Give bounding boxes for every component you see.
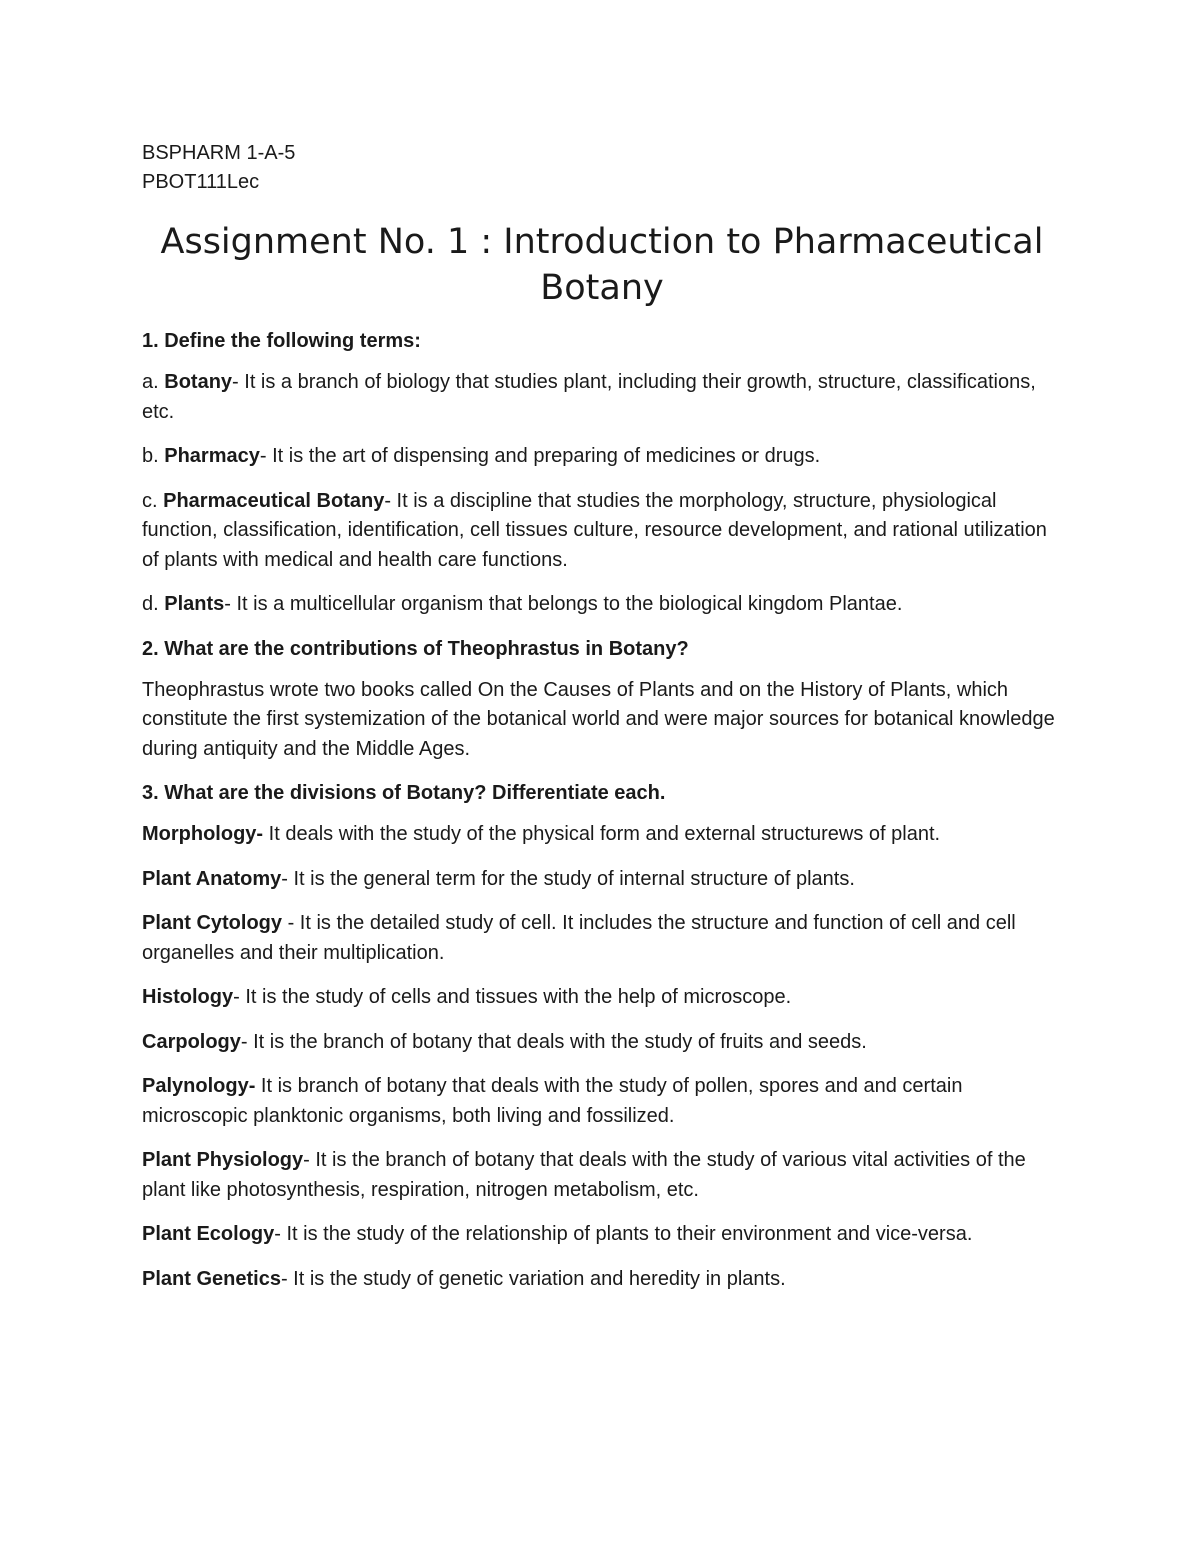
definition-plants bbox=[142, 590, 1062, 620]
definition-pharmacy bbox=[142, 442, 1062, 472]
division-term: Plant Genetics bbox=[142, 1267, 281, 1290]
definition-prefix: c. bbox=[142, 489, 164, 512]
division-histology bbox=[142, 983, 1062, 1013]
question-3: 3. What are the divisions of Botany? Differentiate each. bbox=[142, 782, 666, 804]
division-text: - It is the study of genetic variation and heredity in plants. bbox=[280, 1267, 786, 1290]
definition-term: Pharmaceutical Botany bbox=[163, 489, 385, 512]
division-text: It is branch of botany that deals with the study of pollen, spores and and certain microscopic planktonic organisms, both living and fossilized. bbox=[142, 1075, 963, 1127]
division-text: - It is the study of cells and tissues with the help of microscope. bbox=[233, 986, 792, 1008]
division-term: Plant Ecology bbox=[142, 1223, 275, 1245]
division-plant-anatomy bbox=[142, 865, 1062, 895]
question-1: 1. Define the following terms: bbox=[142, 330, 421, 352]
definition-term: Botany bbox=[164, 371, 233, 393]
division-text: - It is the detailed study of cell. It includes the structure and function of cell and cell organelles and their multiplication. bbox=[142, 912, 1016, 964]
definition-text: - It is the art of dispensing and preparing of medicines or drugs. bbox=[259, 445, 821, 467]
division-text: - It is the branch of botany that deals with the study of fruits and seeds. bbox=[240, 1030, 867, 1053]
division-text: - It is the branch of botany that deals with the study of various vital activities of the plant like photosynthesis, respiration, nitrogen metabolism, etc. bbox=[142, 1149, 1026, 1201]
definition-term: Pharmacy bbox=[164, 445, 260, 467]
definition-term: Plants bbox=[164, 593, 225, 615]
division-text: - It is the study of the relationship of plants to their environment and vice-versa. bbox=[274, 1223, 973, 1245]
division-carpology bbox=[142, 1028, 1062, 1058]
division-term: Morphology- bbox=[142, 823, 264, 845]
division-text: It deals with the study of the physical form and external structurews of plant. bbox=[263, 823, 941, 845]
course-code: PBOT111Lec bbox=[142, 171, 260, 193]
division-plant-genetics bbox=[142, 1265, 1062, 1295]
division-term: Palynology- bbox=[142, 1075, 256, 1097]
definition-botany bbox=[142, 368, 1062, 427]
division-morphology bbox=[142, 820, 1062, 850]
division-term: Carpology bbox=[142, 1030, 241, 1053]
page-title: Assignment No. 1 : Introduction to Pharmaceutical Botany bbox=[160, 222, 1044, 308]
definition-pharmaceutical-botany bbox=[142, 487, 1062, 576]
division-plant-ecology bbox=[142, 1220, 1062, 1250]
definition-prefix: d. bbox=[142, 593, 165, 615]
section-code: BSPHARM 1-A-5 bbox=[142, 142, 296, 164]
definition-prefix: b. bbox=[142, 445, 165, 467]
division-term: Plant Anatomy bbox=[142, 867, 282, 890]
answer-2: Theophrastus wrote two books called On the Causes of Plants and on the History of Plants, which constitute the first systemization of the botanical world and were major sources for botanical knowledge during antiquity and the Middle Ages. bbox=[142, 678, 1055, 760]
document-page bbox=[142, 139, 1062, 1309]
division-plant-physiology bbox=[142, 1146, 1062, 1205]
definition-prefix: a. bbox=[142, 371, 165, 393]
definition-text: - It is a branch of biology that studies plant, including their growth, structure, classifications, etc. bbox=[142, 371, 1036, 423]
division-term: Plant Cytology bbox=[142, 912, 283, 934]
division-text: - It is the general term for the study of internal structure of plants. bbox=[281, 867, 855, 890]
definition-text: - It is a discipline that studies the morphology, structure, physiological function, classification, identification, cell tissues culture, resource development, and rational utilization of plants with medical and health care functions. bbox=[142, 489, 1047, 571]
division-term: Histology bbox=[142, 986, 234, 1008]
division-palynology bbox=[142, 1072, 1062, 1131]
division-term: Plant Physiology bbox=[142, 1149, 304, 1171]
question-2: 2. What are the contributions of Theophrastus in Botany? bbox=[142, 637, 689, 660]
division-plant-cytology bbox=[142, 909, 1062, 968]
definition-text: - It is a multicellular organism that belongs to the biological kingdom Plantae. bbox=[224, 593, 903, 615]
